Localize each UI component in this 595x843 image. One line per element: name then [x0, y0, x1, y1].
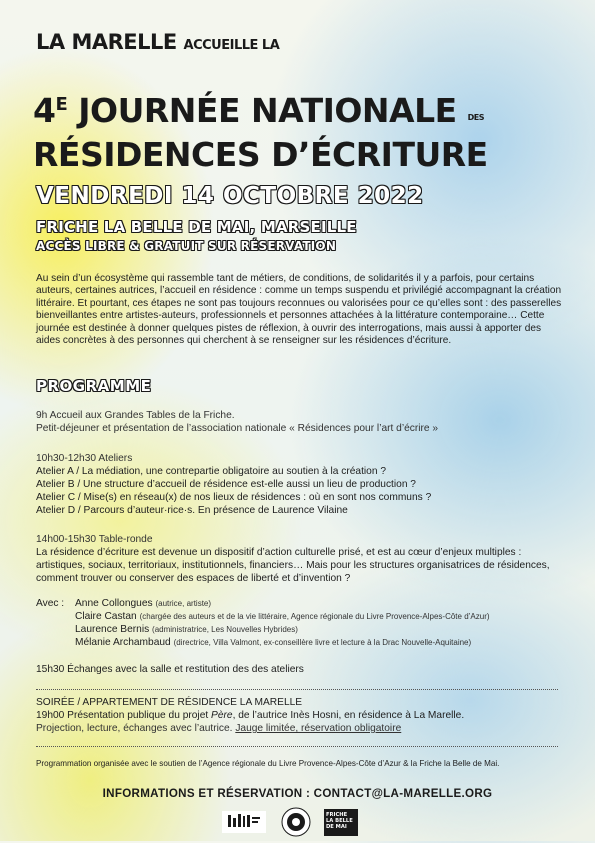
atelier-d: Atelier D / Parcours d’auteur·rice·s. En présence de Laurence Vilaine [36, 505, 348, 516]
title-des: DES [467, 113, 485, 122]
speaker-row [36, 623, 566, 636]
divider-top [36, 689, 558, 690]
soiree-heading: SOIRÉE / APPARTEMENT DE RÉSIDENCE LA MARELLE [36, 697, 303, 708]
intro-paragraph: Au sein d’un écosystème qui rassemble tant de métiers, de conditions, de solidarités il y a parfois, pour certains auteurs, certaines autrices, l’accueil en résidence : comme un temps suspendu et privilégié accompagnant la création littéraire. Et pourtant, ces étapes ne sont pas toujours reconnues ou valorisées pour ce qu’elles sont : des passerelles bienveillantes entre artistes-auteurs, professionnels et personnes attachées à la littérature contemporaine… Cette journée est destinée à donner quelques pistes de réflexion, à ouvrir des interrogations, mais aussi à apporter des aides concrètes à des personnes qui cherchent à se renseigner sur les résidences d’écriture. [36, 273, 562, 347]
header-presenter [36, 30, 279, 54]
speakers-label: Avec : [36, 598, 65, 609]
speaker-name: Anne Collongues [75, 598, 153, 609]
programme-block-morning-line-2: Petit-déjeuner et présentation de l’association nationale « Résidences pour l’art d’écrire » [36, 423, 439, 434]
credits-text: Programmation organisée avec le soutien de l’Agence régionale du Livre Provence-Alpes-Côte d’Azur & la Friche la Belle de Mai. [36, 759, 500, 768]
soiree-line-2 [36, 722, 566, 735]
title-ordinal-sup: E [55, 94, 68, 115]
soiree-line-1 [36, 709, 566, 722]
programme-heading: PROGRAMME [36, 377, 152, 395]
speaker-role: (administratrice, Les Nouvelles Hybrides) [152, 625, 298, 634]
title-line-2: RÉSIDENCES D’ÉCRITURE [33, 135, 488, 174]
programme-block-morning-line-1: 9h Accueil aux Grandes Tables de la Friche. [36, 410, 235, 421]
soiree-reservation-note: Jauge limitée, réservation obligatoire [235, 723, 402, 734]
event-date: VENDREDI 14 OCTOBRE 2022 [36, 183, 424, 209]
speaker-name: Mélanie Archambaud [75, 637, 171, 648]
speaker-role: (autrice, artiste) [155, 599, 212, 608]
title-ordinal: 4 [33, 91, 56, 130]
page-title [33, 86, 488, 173]
partner-logos [220, 806, 360, 838]
speaker-role: (chargée des auteurs et de la vie littéraire, Agence régionale du Livre Provence-Alpes-Côte d’Azur) [139, 612, 490, 621]
event-access: ACCÈS LIBRE & GRATUIT SUR RÉSERVATION [36, 239, 337, 253]
table-ronde-text: La résidence d’écriture est devenue un dispositif d’action culturelle prisé, et est au cœur d’enjeux multiples : artistiques, sociaux, territoriaux, institutionnels, financiers… Mais pour les structures organisatrices de résidences, comment trouver ou conserver des espaces de liberté et d’invention ? [36, 547, 550, 584]
speaker-row [36, 597, 566, 610]
header-presenter-main: LA MARELLE [36, 30, 177, 54]
divider-bottom [36, 746, 558, 747]
programme-block-ateliers [36, 452, 566, 517]
soiree-line-1-b: , de l’autrice Inès Hosni, en résidence à La Marelle. [232, 710, 465, 721]
speaker-entry [75, 623, 298, 636]
speaker-name: Claire Castan [75, 611, 137, 622]
speaker-role: (directrice, Villa Valmont, ex-conseillère livre et lecture à la Drac Nouvelle-Aquitaine) [173, 638, 472, 647]
atelier-c: Atelier C / Mise(s) en réseau(x) de nos lieux de résidences : où en sont nos communs ? [36, 492, 432, 503]
la-marelle-logo [282, 808, 310, 836]
contact-info: INFORMATIONS ET RÉSERVATION : CONTACT@LA-MARELLE.ORG [102, 787, 493, 800]
speaker-name: Laurence Bernis [75, 624, 150, 635]
soiree-line-2-a: Projection, lecture, échanges avec l’autrice. [36, 723, 236, 734]
soiree-project-title: Père [211, 710, 233, 721]
title-line-1: JOURNÉE NATIONALE [67, 91, 457, 130]
speaker-row [36, 610, 566, 623]
atelier-a: Atelier A / La médiation, une contrepartie obligatoire au soutien à la création ? [36, 466, 386, 477]
speakers-list [36, 597, 566, 649]
soiree-block [36, 696, 566, 735]
friche-logo-text: FRICHE LA BELLE DE MAI [326, 812, 353, 830]
speaker-entry [75, 636, 471, 649]
speaker-entry [75, 597, 211, 610]
programme-block-closing: 15h30 Échanges avec la salle et restitution des des ateliers [36, 664, 304, 675]
speaker-entry [75, 610, 490, 623]
soiree-line-1-a: 19h00 Présentation publique du projet [36, 710, 212, 721]
event-place: FRICHE LA BELLE DE MAI, MARSEILLE [36, 218, 357, 236]
ateliers-time: 10h30-12h30 Ateliers [36, 453, 133, 464]
header-presenter-small: ACCUEILLE LA [183, 38, 280, 53]
programme-block-morning [36, 409, 566, 435]
programme-block-table-ronde [36, 533, 566, 585]
table-ronde-time: 14h00-15h30 Table-ronde [36, 534, 153, 545]
atelier-b: Atelier B / Une structure d’accueil de résidence est-elle aussi un lieu de production ? [36, 479, 416, 490]
agence-livre-logo [222, 811, 266, 833]
speaker-row [36, 636, 566, 649]
